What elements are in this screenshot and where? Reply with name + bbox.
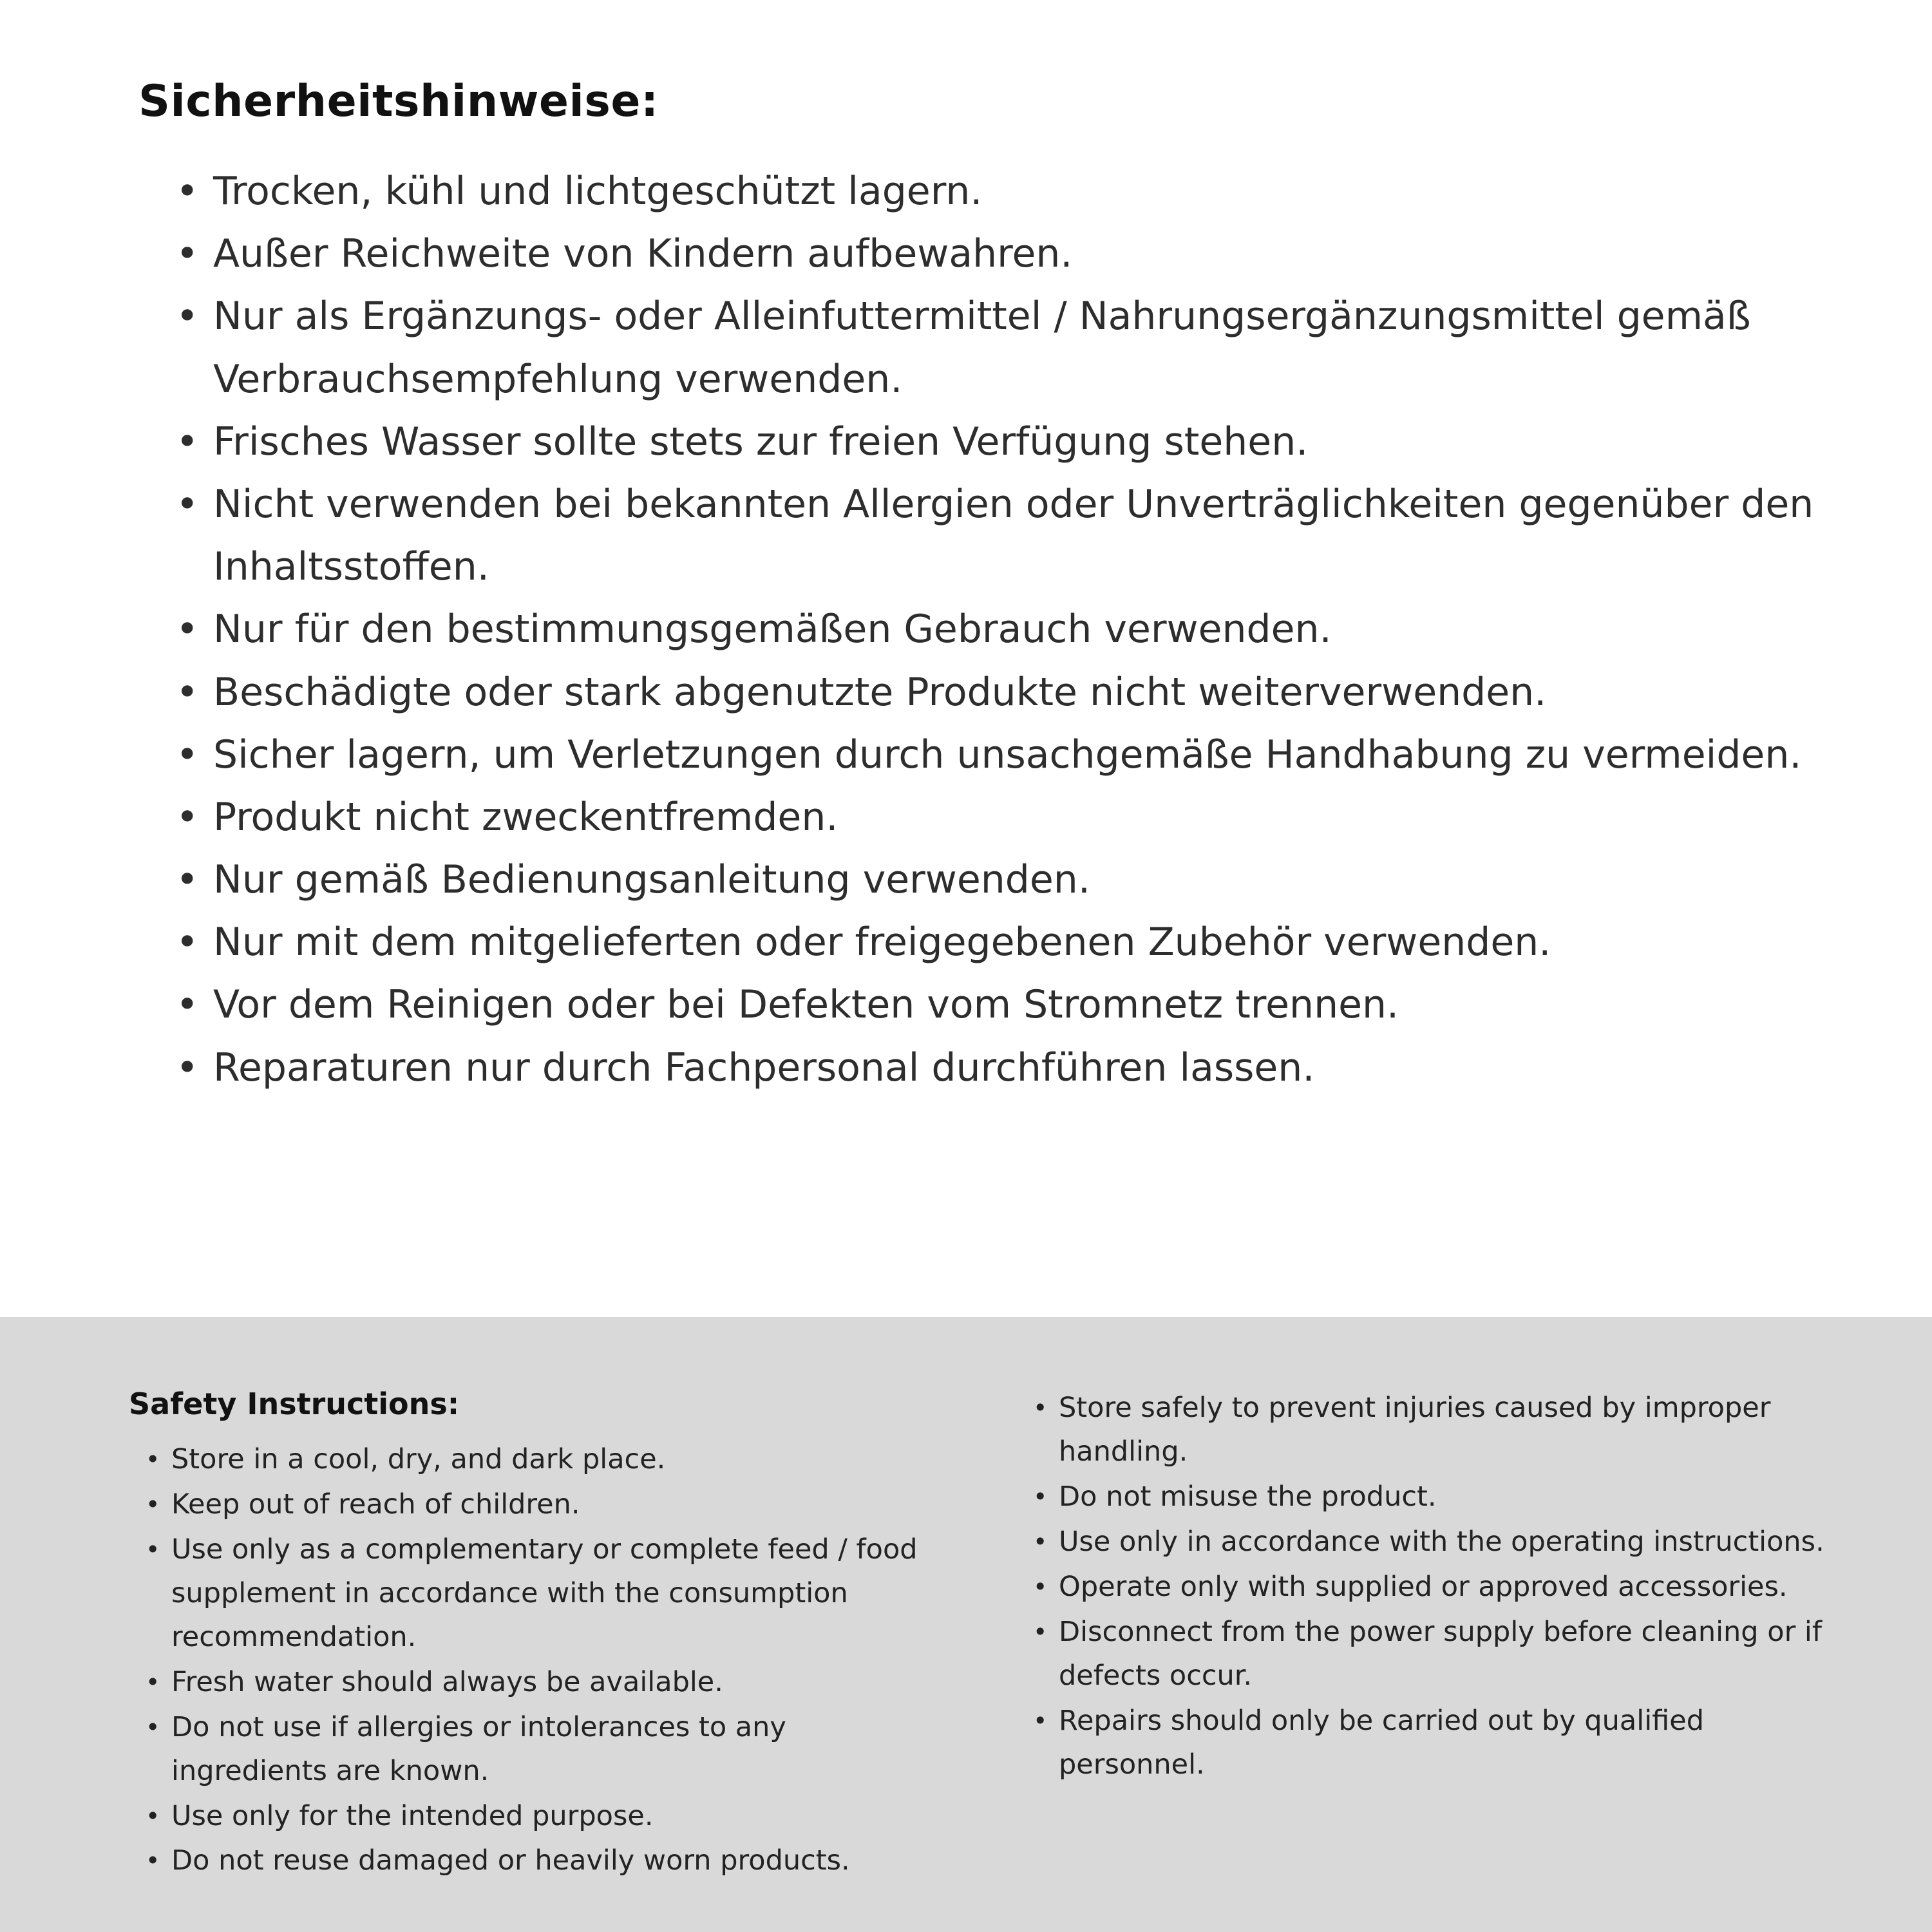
german-list-item: • Außer Reichweite von Kindern aufbewahren.: [176, 223, 1816, 285]
english-left-list: [129, 1438, 949, 1883]
english-list-item: • Disconnect from the power supply before cleaning or if defects occur.: [1033, 1611, 1829, 1698]
english-list-item: • Use only as a complementary or complete feed / food supplement in accordance with the consumption recommendation.: [146, 1528, 949, 1660]
english-list-item: • Operate only with supplied or approved accessories.: [1033, 1566, 1829, 1609]
english-list-item: • Use only in accordance with the operating instructions.: [1033, 1520, 1829, 1564]
english-list-item: • Store in a cool, dry, and dark place.: [146, 1438, 949, 1482]
german-list-item: • Frisches Wasser sollte stets zur freien Verfügung stehen.: [176, 411, 1816, 473]
german-list: [138, 160, 1816, 1099]
german-list-item: • Nicht verwenden bei bekannten Allergien oder Unverträglichkeiten gegenüber den Inhaltsstoffen.: [176, 473, 1816, 598]
german-list-item: • Vor dem Reinigen oder bei Defekten vom Stromnetz trennen.: [176, 974, 1816, 1036]
german-list-item: • Produkt nicht zweckentfremden.: [176, 786, 1816, 849]
english-section: [0, 1317, 1932, 1932]
english-list-item: • Fresh water should always be available.: [146, 1661, 949, 1705]
english-title: Safety Instructions:: [129, 1387, 460, 1421]
english-list-item: • Do not misuse the product.: [1033, 1475, 1829, 1519]
german-list-item: • Nur mit dem mitgelieferten oder freigegebenen Zubehör verwenden.: [176, 911, 1816, 974]
english-right-list: [1033, 1387, 1829, 1786]
english-list-item: • Keep out of reach of children.: [146, 1483, 949, 1527]
english-list-item: • Do not reuse damaged or heavily worn products.: [146, 1839, 949, 1883]
english-list-item: • Store safely to prevent injuries caused by improper handling.: [1033, 1387, 1829, 1474]
german-list-item: • Beschädigte oder stark abgenutzte Produkte nicht weiterverwenden.: [176, 661, 1816, 724]
english-list-item: • Repairs should only be carried out by qualified personnel.: [1033, 1700, 1829, 1787]
german-list-item: • Nur als Ergänzungs- oder Alleinfuttermittel / Nahrungsergänzungsmittel gemäß Verbrauchsempfehlung verwenden.: [176, 285, 1816, 410]
english-right-column: [1033, 1387, 1829, 1932]
german-list-item: • Nur für den bestimmungsgemäßen Gebrauch verwenden.: [176, 598, 1816, 661]
german-list-item: • Reparaturen nur durch Fachpersonal durchführen lassen.: [176, 1037, 1816, 1099]
english-left-column: [129, 1387, 949, 1932]
english-list-item: • Use only for the intended purpose.: [146, 1795, 949, 1839]
german-list-item: • Sicher lagern, um Verletzungen durch unsachgemäße Handhabung zu vermeiden.: [176, 724, 1816, 786]
german-list-item: • Nur gemäß Bedienungsanleitung verwenden.: [176, 849, 1816, 911]
english-list-item: • Do not use if allergies or intolerances to any ingredients are known.: [146, 1706, 949, 1794]
german-list-item: • Trocken, kühl und lichtgeschützt lagern.: [176, 160, 1816, 223]
german-title: Sicherheitshinweise:: [138, 76, 659, 127]
